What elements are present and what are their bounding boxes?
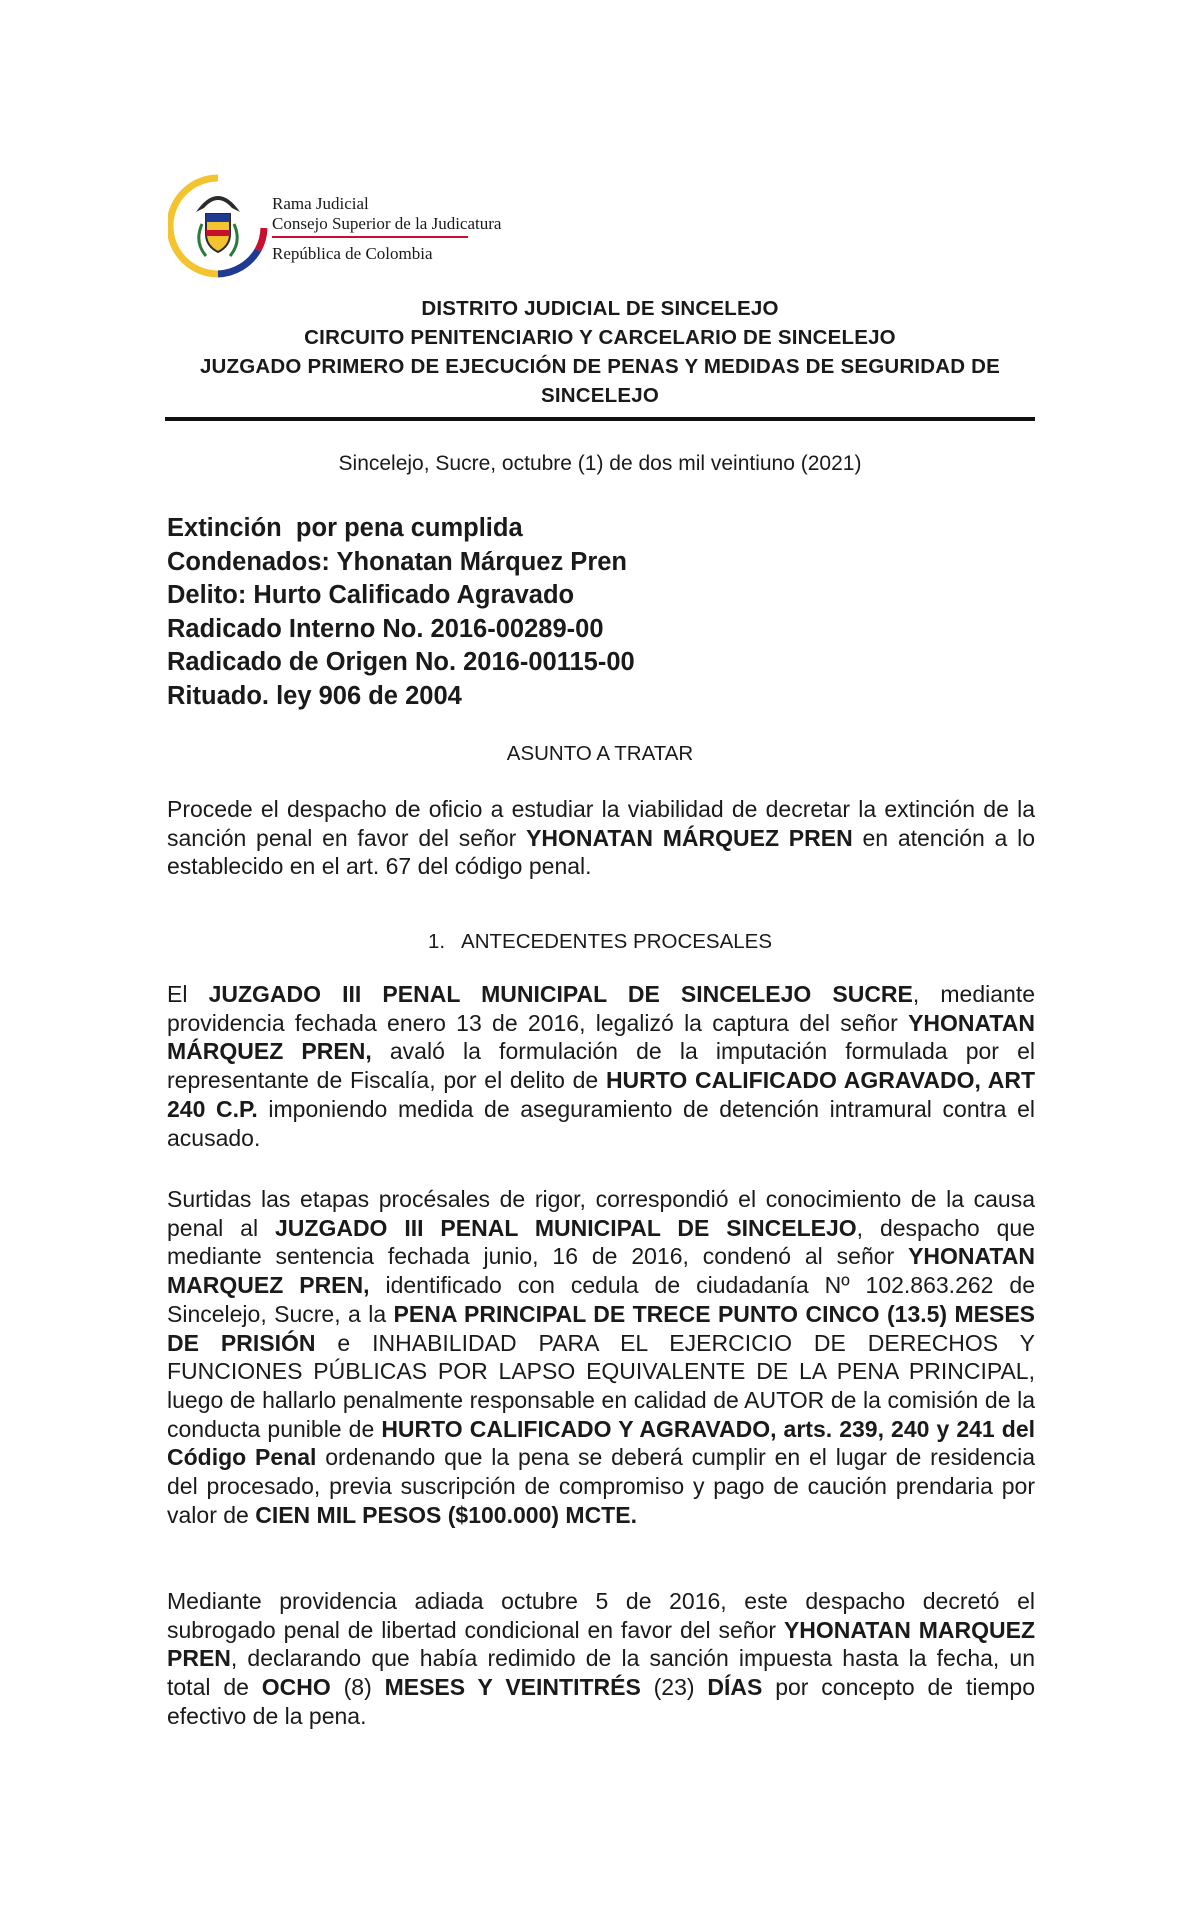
text-run: Mediante providencia adiada octubre 5 de 2016, este despacho decretó el subrogado penal de libertad condicional en favor del señor	[167, 1588, 1035, 1643]
colombia-coat-of-arms-icon	[168, 172, 268, 280]
section-title-antecedentes: 1. ANTECEDENTES PROCESALES	[427, 930, 773, 953]
header-line-1: DISTRITO JUDICIAL DE SINCELEJO	[421, 297, 779, 320]
paragraph-asunto	[167, 795, 1035, 881]
text-run: e INHABILIDAD PARA EL EJERCICIO DE DERECHOS Y FUNCIONES PÚBLICAS POR LAPSO EQUIVALENTE DE LA PENA PRINCIPAL, luego de hallarlo penalmente responsable en calidad de AUTOR de la comisión de la conducta punible de	[167, 1329, 1035, 1442]
case-line-3: Delito: Hurto Calificado Agravado	[167, 581, 575, 610]
header-line-4: SINCELEJO	[541, 384, 659, 407]
text-run: (23)	[640, 1674, 708, 1701]
bold-run: JUZGADO III PENAL MUNICIPAL DE SINCELEJO	[275, 1214, 857, 1241]
text-run: en atención a lo establecido en el art. 67 del código penal.	[167, 824, 1035, 880]
bold-run: JUZGADO III PENAL MUNICIPAL DE SINCELEJO SUCRE	[208, 981, 913, 1007]
paragraph-antecedentes-1	[167, 980, 1035, 1152]
text-run: imponiendo medida de aseguramiento de detención intramural contra el acusado.	[167, 1095, 1035, 1151]
paragraph-antecedentes-3	[167, 1587, 1035, 1731]
document-date: Sincelejo, Sucre, octubre (1) de dos mil veintiuno (2021)	[338, 452, 862, 475]
text-run: ordenando que la pena se deberá cumplir en el lugar de residencia del procesado, previa suscripción de compromiso y pago de caución prendaria por valor de	[167, 1444, 1035, 1528]
logo-line-1: Rama Judicial	[272, 194, 369, 213]
header-divider	[165, 417, 1035, 421]
text-run: por concepto de tiempo efectivo de la pena.	[167, 1674, 1035, 1729]
section-title-asunto: ASUNTO A TRATAR	[506, 742, 694, 765]
paragraph-antecedentes-2	[167, 1185, 1035, 1529]
case-line-4: Radicado Interno No. 2016-00289-00	[167, 614, 604, 643]
bold-run: PENA PRINCIPAL DE TRECE PUNTO CINCO (13.5) MESES DE PRISIÓN	[167, 1300, 1036, 1356]
text-run: , mediante providencia fechada enero 13 de 2016, legalizó la captura del señor	[167, 981, 1036, 1036]
text-run: identificado con cedula de ciudadanía Nº 102.863.262 de Sincelejo, Sucre, a la	[167, 1272, 1035, 1327]
case-info	[167, 512, 635, 714]
case-line-1: Extinción por pena cumplida	[167, 514, 523, 542]
case-line-6: Rituado. ley 906 de 2004	[167, 681, 462, 710]
court-header	[165, 294, 1035, 410]
bold-run: MESES Y VEINTITRÉS	[384, 1674, 641, 1701]
text-run: Procede el despacho de oficio a estudiar la viabilidad de decretar la extinción de la sanción penal en favor del señor	[167, 796, 1035, 851]
text-run: Surtidas las etapas procésales de rigor, correspondió el conocimiento de la causa penal al	[167, 1186, 1035, 1241]
bold-run: OCHO	[261, 1674, 331, 1701]
case-line-5: Radicado de Origen No. 2016-00115-00	[167, 648, 635, 677]
logo-line-2: Consejo Superior de la Judicatura	[272, 214, 502, 233]
bold-run: CIEN MIL PESOS ($100.000) MCTE.	[255, 1501, 637, 1528]
header-line-2: CIRCUITO PENITENCIARIO Y CARCELARIO DE SINCELEJO	[304, 326, 896, 349]
logo-line-3: República de Colombia	[272, 244, 433, 263]
judicial-logo	[168, 172, 508, 280]
text-run: , despacho que mediante sentencia fechada junio, 16 de 2016, condenó al señor	[167, 1214, 1035, 1270]
bold-run: HURTO CALIFICADO Y AGRAVADO, arts. 239, 240 y 241 del Código Penal	[167, 1415, 1035, 1471]
bold-run: DÍAS	[707, 1674, 763, 1701]
logo-rule	[272, 236, 468, 238]
text-run: El	[167, 981, 209, 1007]
text-run: avaló la formulación de la imputación formulada por el representante de Fiscalía, por el delito de	[167, 1038, 1035, 1094]
header-line-3: JUZGADO PRIMERO DE EJECUCIÓN DE PENAS Y MEDIDAS DE SEGURIDAD DE	[199, 355, 1001, 378]
bold-run: HURTO CALIFICADO AGRAVADO, ART 240 C.P.	[167, 1067, 1035, 1122]
text-run: (8)	[330, 1674, 385, 1701]
bold-run: YHONATAN MÁRQUEZ PREN,	[167, 1009, 1035, 1065]
text-run: , declarando que había redimido de la sanción impuesta hasta la fecha, un total de	[167, 1645, 1035, 1701]
case-line-2: Condenados: Yhonatan Márquez Pren	[167, 547, 627, 576]
bold-run: YHONATAN MARQUEZ PREN	[167, 1616, 1036, 1672]
bold-run: YHONATAN MÁRQUEZ PREN	[526, 824, 853, 851]
bold-run: YHONATAN MARQUEZ PREN,	[167, 1243, 1035, 1299]
